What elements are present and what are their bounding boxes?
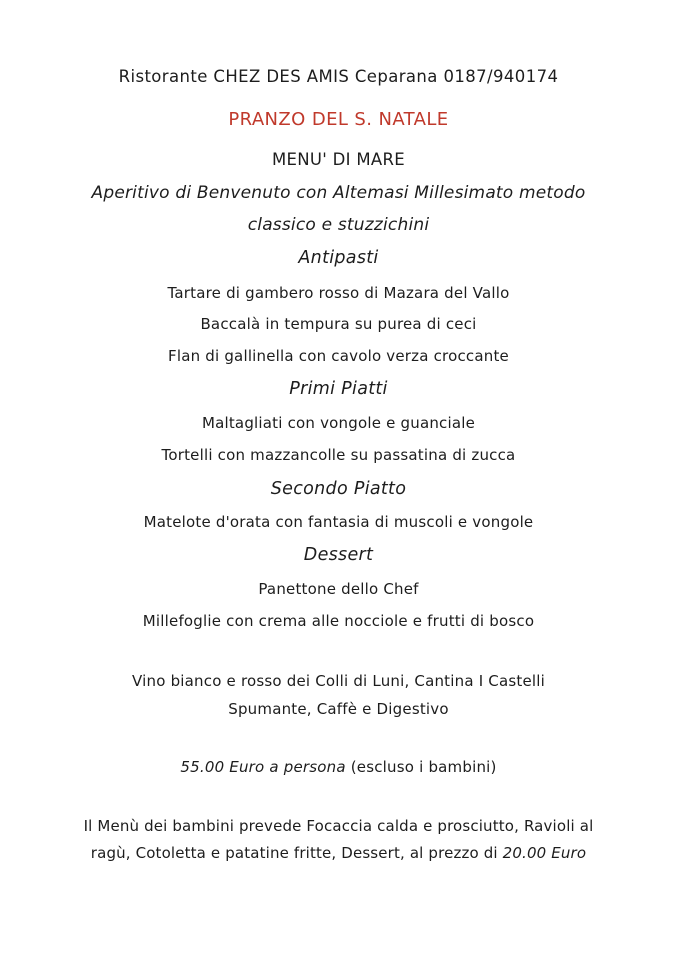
restaurant-header: Ristorante CHEZ DES AMIS Ceparana 0187/940174 (118, 67, 559, 86)
section-title-antipasti: Antipasti (298, 248, 379, 268)
menu-item: Tartare di gambero rosso di Mazara del Vallo (167, 284, 510, 302)
event-title: PRANZO DEL S. NATALE (228, 109, 449, 130)
menu-item: Maltagliati con vongole e guanciale (201, 414, 476, 432)
kids-menu-price: 20.00 Euro (502, 844, 587, 862)
kids-menu-line-1: Il Menù dei bambini prevede Focaccia calda e prosciutto, Ravioli al (83, 817, 594, 835)
section-title-dessert: Dessert (303, 545, 374, 565)
menu-type-heading: MENU' DI MARE (272, 150, 405, 169)
menu-item: Panettone dello Chef (258, 580, 419, 598)
kids-menu-text: ragù, Cotoletta e patatine fritte, Dessert, al prezzo di (90, 844, 503, 862)
section-title-primi: Primi Piatti (289, 379, 388, 399)
kids-menu-line-2 (0, 843, 677, 863)
aperitivo-line-1: Aperitivo di Benvenuto con Altemasi Millesimato metodo (91, 183, 586, 203)
menu-item: Baccalà in tempura su purea di ceci (200, 315, 477, 333)
price-line (0, 757, 677, 777)
section-title-secondo: Secondo Piatto (270, 479, 407, 499)
price-amount: 55.00 Euro a persona (180, 758, 346, 776)
menu-item: Matelote d'orata con fantasia di muscoli e vongole (143, 513, 534, 531)
price-note: (escluso i bambini) (345, 758, 497, 776)
menu-item: Flan di gallinella con cavolo verza croccante (168, 347, 509, 365)
menu-item: Millefoglie con crema alle nocciole e frutti di bosco (142, 612, 535, 630)
drinks-line-2: Spumante, Caffè e Digestivo (228, 700, 449, 718)
drinks-line-1: Vino bianco e rosso dei Colli di Luni, Cantina I Castelli (132, 672, 545, 690)
aperitivo-line-2: classico e stuzzichini (247, 215, 430, 235)
menu-item: Tortelli con mazzancolle su passatina di zucca (161, 446, 516, 464)
